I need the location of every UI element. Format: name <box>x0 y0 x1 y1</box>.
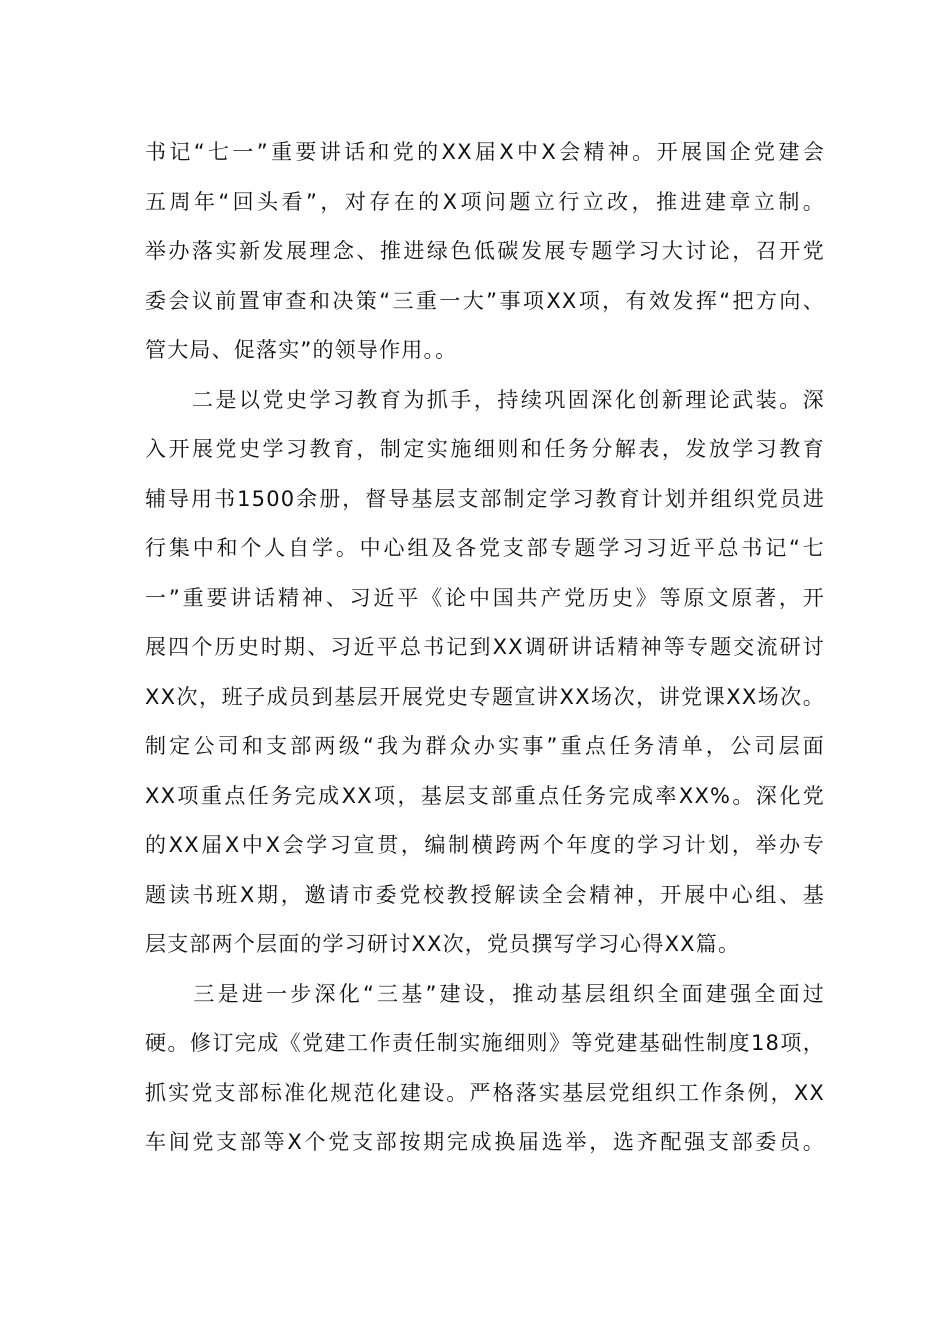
text-line: 辅导用书1500余册，督导基层支部制定学习教育计划并组织党员进 <box>145 486 825 511</box>
paragraph-2 <box>145 376 825 970</box>
text-line: 二是以党史学习教育为抓手，持续巩固深化创新理论武装。深 <box>145 387 825 412</box>
text-line: 行集中和个人自学。中心组及各党支部专题学习习近平总书记“七 <box>145 536 825 560</box>
text-line: 管大局、促落实”的领导作用。。 <box>145 338 458 362</box>
text-line: 抓实党支部标准化规范化建设。严格落实基层党组织工作条例，XX <box>145 1080 825 1105</box>
text-line: 硬。修订完成《党建工作责任制实施细则》等党建基础性制度18项， <box>145 1031 825 1055</box>
text-line: 的XX届X中X会学习宣贯，编制横跨两个年度的学习计划，举办专 <box>145 833 825 857</box>
text-line: 委会议前置审查和决策“三重一大”事项XX项，有效发挥“把方向、 <box>145 288 825 313</box>
text-line: 层支部两个层面的学习研讨XX次，党员撰写学习心得XX篇。 <box>145 932 741 956</box>
text-line: XX次，班子成员到基层开展党史专题宣讲XX场次，讲党课XX场次。 <box>145 684 825 709</box>
text-line: 车间党支部等X个党支部按期完成换届选举，选齐配强支部委员。 <box>145 1130 825 1154</box>
text-line: 一”重要讲话精神、习近平《论中国共产党历史》等原文原著，开 <box>145 585 825 610</box>
text-line: 入开展党史学习教育，制定实施细则和任务分解表，发放学习教育 <box>145 437 825 461</box>
text-line: 举办落实新发展理念、推进绿色低碳发展专题学习大讨论，召开党 <box>145 239 825 263</box>
text-line: 五周年“回头看”，对存在的X项问题立行立改，推进建章立制。 <box>145 189 825 214</box>
paragraph-3 <box>145 970 825 1168</box>
text-line: 书记“七一”重要讲话和党的XX届X中X会精神。开展国企党建会 <box>145 140 825 164</box>
text-line: 题读书班X期，邀请市委党校教授解读全会精神，开展中心组、基 <box>145 882 825 907</box>
text-line: 制定公司和支部两级“我为群众办实事”重点任务清单，公司层面 <box>145 734 825 758</box>
text-line: XX项重点任务完成XX项，基层支部重点任务完成率XX%。深化党 <box>145 783 825 808</box>
body-text <box>145 128 825 1168</box>
paragraph-1 <box>145 128 825 376</box>
text-line: 展四个历史时期、习近平总书记到XX调研讲话精神等专题交流研讨 <box>145 635 825 659</box>
text-line: 三是进一步深化“三基”建设，推动基层组织全面建强全面过 <box>145 981 825 1006</box>
